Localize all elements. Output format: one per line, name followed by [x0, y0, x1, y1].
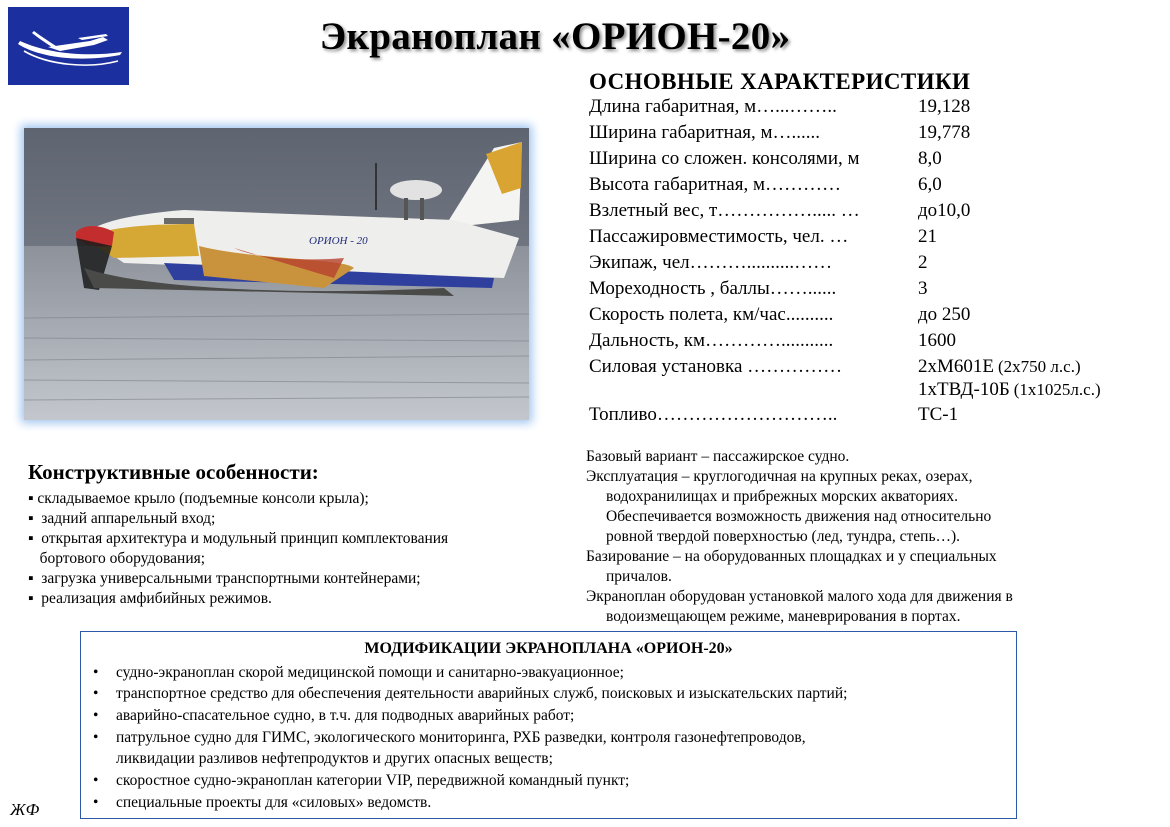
spec-label: Ширина габаритная, м…......: [589, 122, 821, 143]
spec-label: Высота габаритная, м…………: [589, 174, 842, 195]
spec-label: Топливо………………………..: [589, 404, 838, 425]
spec-value: [918, 200, 970, 222]
spec-value-text: 8,0: [918, 148, 942, 169]
description-line: Эксплуатация – круглогодичная на крупных реках, озерах,: [586, 468, 973, 485]
spec-value-text: ТС-1: [918, 404, 959, 425]
spec-value: [918, 148, 942, 170]
page-title: Экраноплан «ОРИОН-20»: [319, 15, 791, 58]
modification-item: [93, 750, 553, 768]
spec-value-text: до10,0: [918, 200, 971, 221]
modifications-heading: МОДИФИКАЦИИ ЭКРАНОПЛАНА «ОРИОН-20»: [364, 640, 733, 657]
spec-value: [918, 174, 942, 196]
modification-item: [93, 685, 847, 703]
modification-item: [93, 794, 431, 812]
modification-text: патрульное судно для ГИМС, экологического мониторинга, РХБ разведки, контроля газонефтепроводов,: [116, 729, 806, 746]
spec-value-text: 19,778: [918, 122, 971, 143]
modification-item: [93, 729, 806, 747]
modification-text: скоростное судно-экраноплан категории VIP, передвижной командный пункт;: [116, 772, 630, 789]
bullet-icon: •: [93, 729, 99, 746]
modification-text: транспортное средство для обеспечения деятельности аварийных служб, поисковых и изыскательских партий;: [116, 685, 848, 702]
spec-value: [918, 304, 970, 326]
hull-label: ОРИОН - 20: [309, 235, 368, 247]
spec-label: Пассажировместимость, чел. …: [589, 226, 849, 247]
spec-value-text: 3: [918, 278, 928, 299]
description-line: водохранилищах и прибрежных морских акваториях.: [606, 488, 959, 505]
spec-label: Ширина со сложен. консолями, м: [589, 148, 860, 169]
spec-value-text: 1хТВД-10Б: [918, 379, 1010, 400]
description-line: Экраноплан оборудован установкой малого хода для движения в: [586, 588, 1013, 605]
feature-item: ▪ загрузка универсальными транспортными контейнерами;: [28, 570, 421, 587]
spec-value: [918, 96, 970, 118]
description-line: водоизмещающем режиме, маневрирования в портах.: [606, 608, 961, 625]
bullet-icon: •: [93, 794, 99, 811]
feature-item: ▪ открытая архитектура и модульный принцип комплектования: [28, 530, 449, 547]
spec-value: [918, 226, 937, 248]
modification-item: [93, 772, 629, 790]
spec-value-text: 1600: [918, 330, 956, 351]
spec-value-text: 2хМ601Е: [918, 356, 994, 377]
modification-text: специальные проекты для «силовых» ведомств.: [116, 794, 432, 811]
bullet-icon: •: [93, 664, 99, 681]
modification-text: судно-экраноплан скорой медицинской помощи и санитарно-эвакуационное;: [116, 664, 624, 681]
spec-label: Мореходность , баллы……......: [589, 278, 837, 299]
bullet-icon: •: [93, 685, 99, 702]
spec-label: Взлетный вес, т……………..... …: [589, 200, 860, 221]
spec-value: [918, 404, 958, 426]
spec-value: [918, 122, 970, 144]
spec-value: [918, 252, 928, 274]
ekranoplan-photo: [24, 128, 529, 420]
spec-value: [918, 379, 1101, 401]
specs-heading: ОСНОВНЫЕ ХАРАКТЕРИСТИКИ: [589, 69, 971, 94]
spec-label: Дальность, км…………...........: [589, 330, 834, 351]
ekranoplan-image: [24, 128, 529, 420]
description-line: Базирование – на оборудованных площадках и у специальных: [586, 548, 997, 565]
bullet-icon: •: [93, 707, 99, 724]
feature-item: ▪ задний аппарельный вход;: [28, 510, 216, 527]
spec-label: Силовая установка ……………: [589, 356, 843, 377]
description-line: ровной твердой поверхностью (лед, тундра, степь…).: [606, 528, 961, 545]
feature-item: ▪ складываемое крыло (подъемные консоли крыла);: [28, 490, 369, 507]
spec-value-text: 6,0: [918, 174, 942, 195]
description-line: Обеспечивается возможность движения над относительно: [606, 508, 992, 525]
modification-text: ликвидации разливов нефтепродуктов и других опасных веществ;: [116, 750, 553, 767]
spec-value: [918, 356, 1081, 378]
modifications-box: [80, 631, 1017, 819]
spec-label: Скорость полета, км/час..........: [589, 304, 834, 325]
spec-label: Длина габаритная, м…...……..: [589, 96, 837, 117]
spec-value-extra: (2х750 л.с.): [998, 357, 1081, 376]
spec-value-text: 19,128: [918, 96, 971, 117]
modification-item: [93, 664, 624, 682]
feature-item: бортового оборудования;: [28, 550, 206, 567]
modification-item: [93, 707, 574, 725]
spec-value: [918, 278, 928, 300]
spec-value: [918, 330, 956, 352]
spec-value-text: до 250: [918, 304, 971, 325]
spec-value-text: 21: [918, 226, 937, 247]
modification-text: аварийно-спасательное судно, в т.ч. для подводных аварийных работ;: [116, 707, 575, 724]
spec-value-extra: (1х1025л.с.): [1013, 380, 1101, 399]
description-line: Базовый вариант – пассажирское судно.: [586, 448, 850, 465]
spec-label: Экипаж, чел………..........……: [589, 252, 833, 273]
description-line: причалов.: [606, 568, 672, 585]
signature: ЖФ: [10, 800, 40, 819]
feature-item: ▪ реализация амфибийных режимов.: [28, 590, 272, 607]
spec-value-text: 2: [918, 252, 928, 273]
features-heading: Конструктивные особенности:: [28, 460, 319, 484]
bullet-icon: •: [93, 772, 99, 789]
